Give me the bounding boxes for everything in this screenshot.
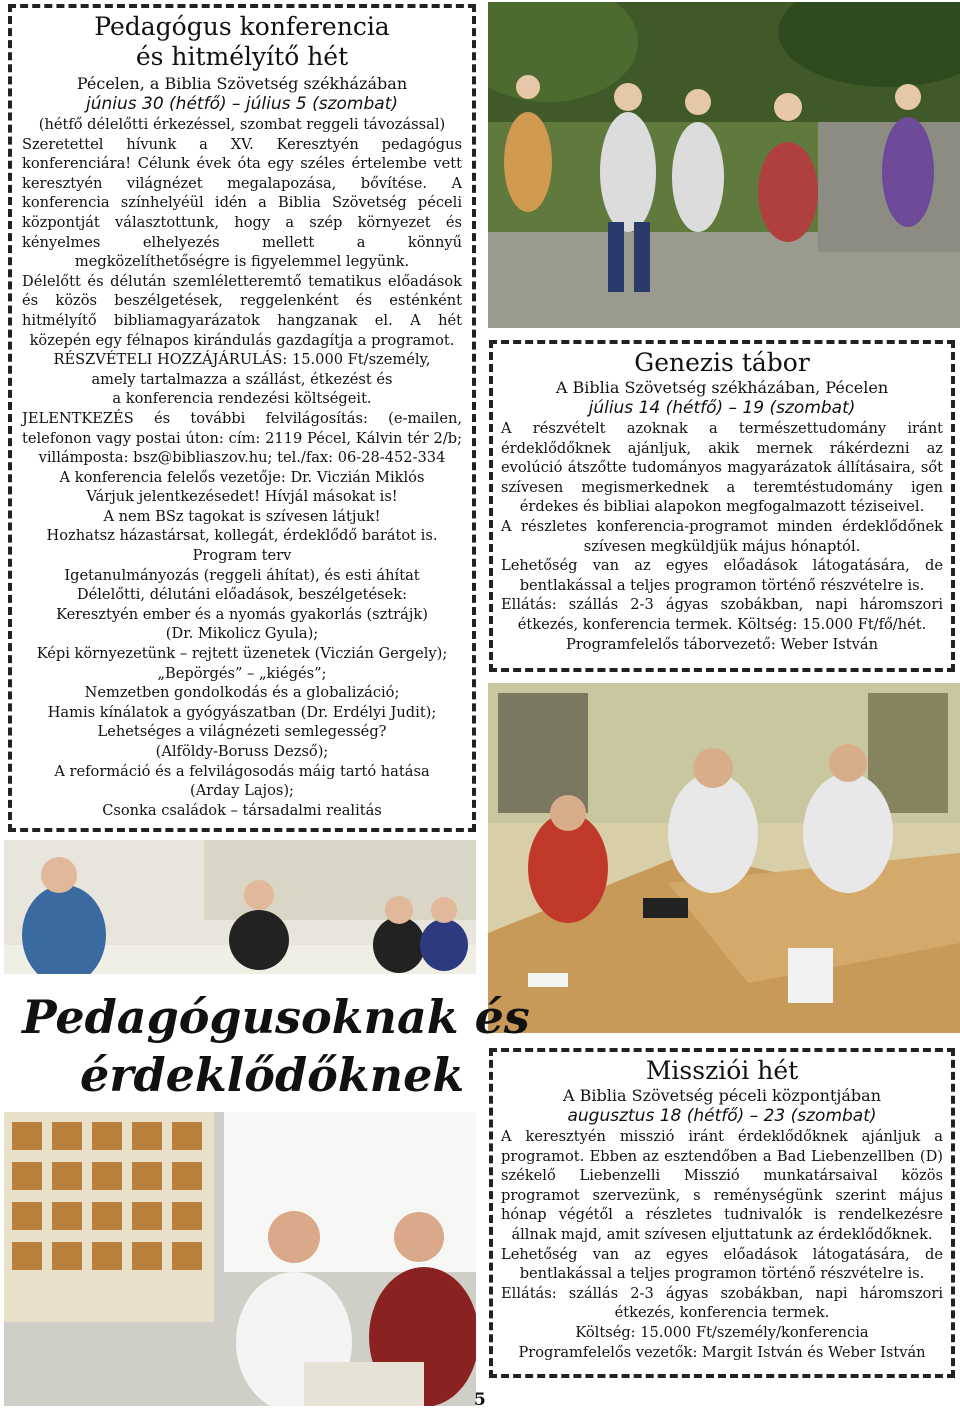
group-walking-photo [488, 2, 960, 328]
misszio-lectures: Lehetőség van az egyes előadások látogatására, de bentlakással a teljes programon történő részvételre is. [501, 1245, 943, 1283]
misszio-leader: Programfelelős vezetők: Margit István és Weber István [518, 1343, 926, 1361]
pedagogus-arrival: (hétfő délelőtti érkezéssel, szombat reggeli távozással) [38, 116, 446, 133]
program-item: A reformáció és a felvilágosodás máig tartó hatása [54, 762, 430, 780]
page-number: 5 [474, 1390, 486, 1410]
pedagogus-fee-2: amely tartalmazza a szállást, étkezést és [91, 370, 393, 388]
lecture-room-photo [4, 840, 476, 974]
misszio-date: augusztus 18 (hétfő) – 23 (szombat) [567, 1106, 877, 1126]
pedagogus-bring: Hozhatsz házastársat, kollegát, érdeklődő barátot is. [46, 527, 438, 545]
genezis-lectures: Lehetőség van az egyes előadások látogatására, de bentlakással a teljes programon történő részvételre is. [501, 557, 943, 594]
genezis-title: Genezis tábor [634, 348, 810, 377]
program-item: „Bepörgés” – „kiégés”; [157, 664, 327, 682]
genezis-date: július 14 (hétfő) – 19 (szombat) [588, 398, 856, 418]
pedagogus-fee-3: a konferencia rendezési költségeit. [112, 390, 372, 408]
program-item: Keresztyén ember és a nyomás gyakorlás (sztrájk) [56, 605, 428, 623]
pedagogus-conference-box [8, 4, 476, 832]
pedagogus-intro: Szeretettel hívunk a XV. Keresztyén pedagógus konferenciára! Célunk évek óta egy széles értelembe vett keresztyén világnézet megalapozása, bővítése. A konferencia színhelyéül idén a Biblia Szövetség péceli központját választottunk, hogy a szép környezet és kényelmes elhelyezés mellett a könnyű megközelíthetőségre is figyelemmel legyünk. [22, 135, 462, 271]
misszio-board: Ellátás: szállás 2-3 ágyas szobákban, napi háromszori étkezés, konferencia termek. [501, 1284, 943, 1322]
genezis-leader: Programfelelős táborvezető: Weber István [566, 635, 878, 653]
misszio-location: A Biblia Szövetség péceli központjában [563, 1086, 881, 1105]
pedagogus-location: Pécelen, a Biblia Szövetség székházában [76, 74, 408, 93]
genezis-location: A Biblia Szövetség székházában, Pécelen [555, 378, 889, 397]
pedagogus-title-1: Pedagógus konferencia [94, 12, 390, 41]
pedagogus-nonmember: A nem BSz tagokat is szívesen látjuk! [103, 507, 381, 525]
genezis-body: A részvételt azoknak a természettudomány iránt érdeklődőknek ajánljuk, akik mernek rákérdezni az evolúció átszőtte tudományos magyarázatok állításaira, sőt szívesen megismerkednek a teremtéstudomány igen érdekes és bibliai alapokon megfogalmazott téziseivel. [501, 420, 943, 516]
program-item: (Arday Lajos); [190, 782, 294, 800]
genezis-board: Ellátás: szállás 2-3 ágyas szobákban, napi háromszori étkezés, konferencia termek. Költség: 15.000 Ft/fő/hét. [501, 596, 943, 633]
program-item: (Alföldy-Boruss Dezső); [155, 743, 329, 760]
program-item: Délelőtti, délutáni előadások, beszélgetések: [76, 586, 408, 604]
missionary-week-box [489, 1048, 955, 1378]
pedagogus-program-desc: Délelőtt és délután szemléletteremtő tematikus előadások és közös beszélgetések, reggelenként és esténként hitmélyítő bibliamagyarázatok hangzanak el. A hét közepén egy félnapos kirándulás gazdagítja a programot. [22, 272, 462, 349]
program-item: Nemzetben gondolkodás és a globalizáció; [84, 684, 400, 702]
headline-line-2: érdeklődőknek [80, 1048, 465, 1102]
headline-line-1: Pedagógusoknak és [22, 990, 530, 1044]
pedagogus-leader: A konferencia felelős vezetője: Dr. Viczián Miklós [59, 468, 425, 486]
genezis-camp-box [489, 340, 955, 672]
program-item: Hamis kínálatok a gyógyászatban (Dr. Erdélyi Judit); [47, 703, 437, 721]
pedagogus-signup: JELENTKEZÉS és további felvilágosítás: (e-mailen, telefonon vagy postai úton: cím: 2119 Pécel, Kálvin tér 2/b; villámposta: bsz@bibliaszov.hu; tel./fax: 06-28-452-334 [22, 409, 462, 467]
pedagogus-title-2: és hitmélyítő hét [135, 42, 349, 71]
misszio-cost: Költség: 15.000 Ft/személy/konferencia [575, 1323, 869, 1341]
program-item: Csonka családok – társadalmi realitás [102, 801, 382, 819]
program-item: Lehetséges a világnézeti semlegesség? [97, 723, 387, 741]
pedagogus-wait: Várjuk jelentkezésedet! Hívjál másokat is! [86, 488, 398, 506]
misszio-body: A keresztyén misszió iránt érdeklődőknek ajánljuk a programot. Ebben az esztendőben a Bad Liebenzellben (D) székelő Liebenzelli Misszió munkatársaival közös programot szervezünk, s reménységünk szerint május hónap végétől a részletes tudnivalók is rendelkezésre állnak majd, amit szívesen eljuttatunk az érdeklődőknek. [501, 1128, 943, 1243]
discussion-table-photo [488, 683, 960, 1033]
program-item: (Dr. Mikolicz Gyula); [165, 625, 319, 643]
program-item: Igetanulmányozás (reggeli áhítat), és esti áhítat [64, 566, 420, 584]
program-title: Program terv [192, 547, 292, 565]
pedagogus-fee-1: RÉSZVÉTELI HOZZÁJÁRULÁS: 15.000 Ft/személy, [53, 351, 431, 369]
program-item: Képi környezetünk – rejtett üzenetek (Viczián Gergely); [36, 645, 448, 663]
two-men-photo [4, 1112, 476, 1406]
genezis-detail: A részletes konferencia-programot minden érdeklődőnek szívesen megküldjük május hónaptól. [501, 517, 943, 555]
misszio-title: Missziói hét [645, 1056, 799, 1085]
pedagogus-date: június 30 (hétfő) – július 5 (szombat) [85, 94, 398, 114]
